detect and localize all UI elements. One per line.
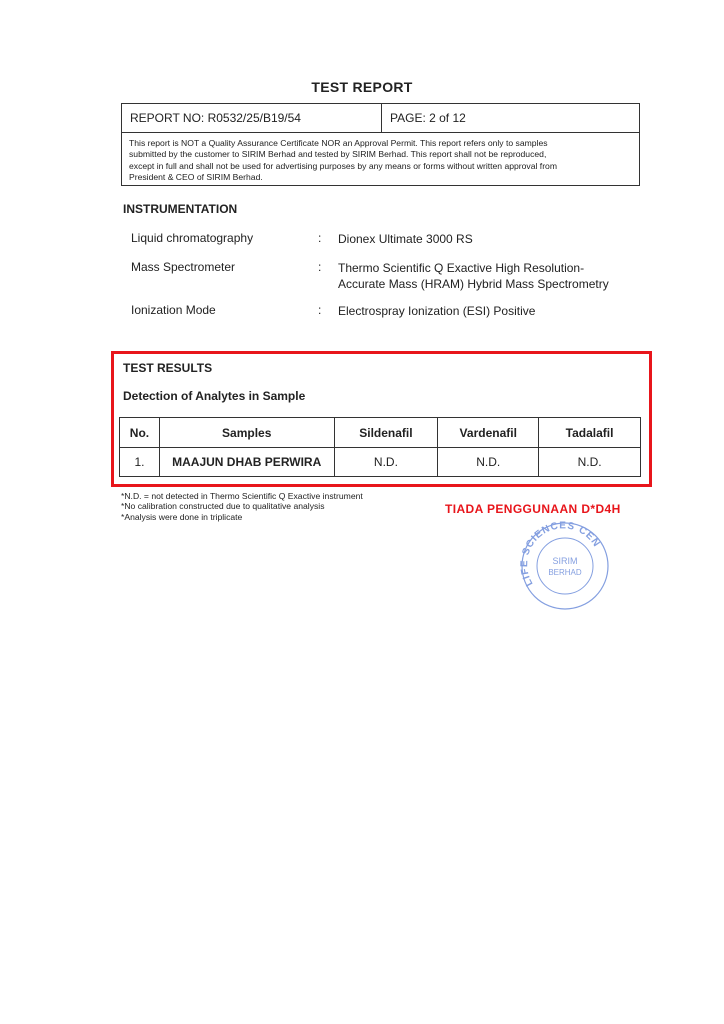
footnote: *Analysis were done in triplicate	[121, 511, 243, 522]
instrument-label: Ionization Mode	[131, 303, 216, 317]
results-subheading: Detection of Analytes in Sample	[123, 389, 306, 403]
stamp-ring-text: LIFE SCIENCES CEN	[519, 520, 603, 588]
instrumentation-heading: INSTRUMENTATION	[123, 202, 238, 216]
stamp-center-text: BERHAD	[548, 568, 582, 577]
instrument-colon: :	[318, 231, 322, 245]
instrument-value-line: Accurate Mass (HRAM) Hybrid Mass Spectrometry	[338, 277, 609, 291]
disclaimer-line: submitted by the customer to SIRIM Berhad and tested by SIRIM Berhad. This report shall not be reproduced,	[129, 149, 547, 160]
footnote: *N.D. = not detected in Thermo Scientific Q Exactive instrument	[121, 491, 363, 501]
table-header-row	[120, 418, 641, 448]
instrument-value	[338, 231, 473, 247]
cell-tadalafil: N.D.	[539, 448, 641, 477]
instrument-value	[338, 260, 609, 292]
disclaimer-line: President & CEO of SIRIM Berhad.	[129, 172, 263, 183]
table-row	[120, 448, 641, 477]
instrument-value-line: Thermo Scientific Q Exactive High Resolution-	[338, 261, 585, 275]
instrument-value-line: Electrospray Ionization (ESI) Positive	[338, 304, 536, 318]
footnote: *No calibration constructed due to qualitative analysis	[121, 501, 325, 512]
instrument-value-line: Dionex Ultimate 3000 RS	[338, 232, 473, 246]
results-table	[119, 417, 641, 477]
column-header-no: No.	[120, 418, 160, 448]
column-header-tadalafil: Tadalafil	[539, 418, 641, 448]
cell-sample: MAAJUN DHAB PERWIRA	[159, 448, 334, 477]
report-number: REPORT NO: R0532/25/B19/54	[122, 104, 382, 132]
annotation-note: TIADA PENGGUNAAN D*D4H	[445, 502, 621, 516]
column-header-vardenafil: Vardenafil	[438, 418, 539, 448]
instrument-label: Mass Spectrometer	[131, 260, 236, 274]
disclaimer	[122, 133, 639, 184]
disclaimer-line: This report is NOT a Quality Assurance Certificate NOR an Approval Permit. This report refers only to samples	[129, 138, 548, 148]
instrument-label: Liquid chromatography	[131, 231, 254, 245]
results-heading: TEST RESULTS	[123, 361, 213, 375]
stamp-inner-ring	[537, 538, 593, 594]
page-title: TEST REPORT	[311, 79, 413, 95]
column-header-sildenafil: Sildenafil	[334, 418, 438, 448]
stamp-center-text: SIRIM	[552, 556, 578, 566]
cell-vardenafil: N.D.	[438, 448, 539, 477]
instrument-value	[338, 303, 535, 319]
cell-no: 1.	[120, 448, 160, 477]
sirim-stamp	[519, 520, 611, 612]
footnotes	[121, 491, 363, 522]
cell-sildenafil: N.D.	[334, 448, 438, 477]
report-id-row	[122, 104, 639, 133]
instrument-colon: :	[318, 303, 322, 317]
instrument-colon: :	[318, 260, 322, 274]
page-number: PAGE: 2 of 12	[390, 111, 466, 125]
column-header-samples: Samples	[159, 418, 334, 448]
report-header-box	[121, 103, 640, 186]
disclaimer-line: except in full and shall not be used for advertising purposes by any means or forms without written approval from	[129, 160, 557, 171]
